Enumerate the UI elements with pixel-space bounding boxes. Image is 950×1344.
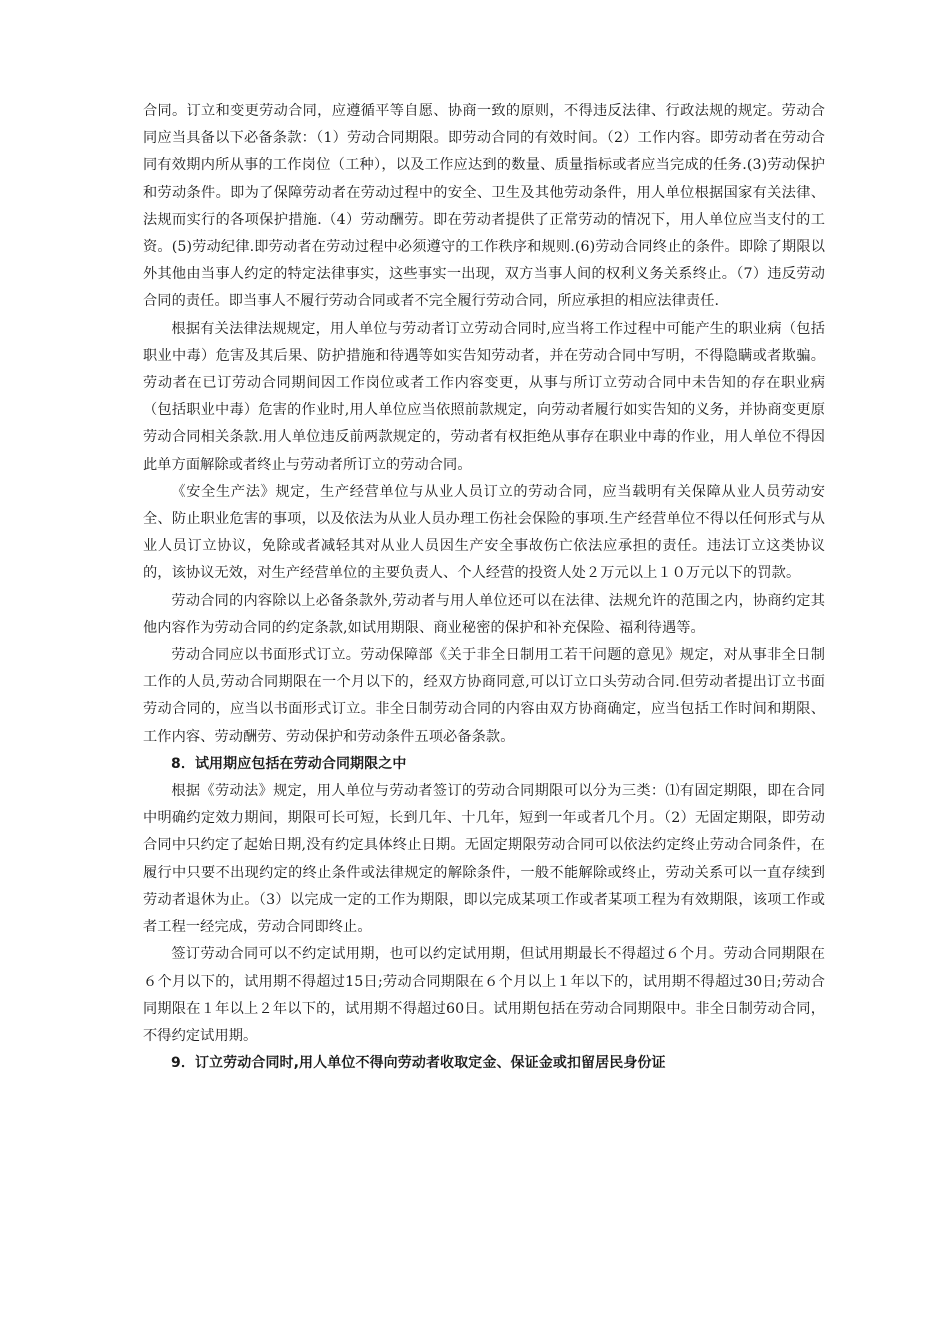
document-body bbox=[143, 98, 825, 1077]
paragraph-safety-law: 《安全生产法》规定，生产经营单位与从业人员订立的劳动合同，应当载明有关保障从业人员劳动安全、防止职业危害的事项，以及依法为从业人员办理工伤社会保险的事项.生产经营单位不得以任何形式与从业人员订立协议，免除或者减轻其对从业人员因生产安全事故伤亡依法应承担的责任。违法订立这类协议的，该协议无效，对生产经营单位的主要负责人、个人经营的投资人处２万元以上１０万元以下的罚款。 bbox=[143, 483, 825, 582]
paragraph-written-form: 劳动合同应以书面形式订立。劳动保障部《关于非全日制用工若干问题的意见》规定，对从事非全日制工作的人员,劳动合同期限在一个月以下的，经双方协商同意,可以订立口头劳动合同.但劳动者提出订立书面劳动合同的，应当以书面形式订立。非全日制劳动合同的内容由双方协商确定，应当包括工作时间和期限、工作内容、劳动酬劳、劳动保护和劳动条件五项必备条款。 bbox=[143, 647, 825, 745]
section-heading-9: 9．订立劳动合同时,用人单位不得向劳动者收取定金、保证金或扣留居民身份证 bbox=[171, 1055, 666, 1072]
paragraph-probation: 签订劳动合同可以不约定试用期，也可以约定试用期，但试用期最长不得超过６个月。劳动合同期限在６个月以下的，试用期不得超过15日;劳动合同期限在６个月以上１年以下的，试用期不得超过30日;劳动合同期限在１年以上２年以下的，试用期不得超过60日。试用期包括在劳动合同期限中。非全日制劳动合同，不得约定试用期。 bbox=[143, 946, 825, 1044]
section-heading-8: 8．试用期应包括在劳动合同期限之中 bbox=[171, 755, 407, 772]
paragraph-continuation: 合同。订立和变更劳动合同，应遵循平等自愿、协商一致的原则，不得违反法律、行政法规的规定。劳动合同应当具备以下必备条款：（1）劳动合同期限。即劳动合同的有效时间。（2）工作内容。即劳动者在劳动合同有效期内所从事的工作岗位（工种），以及工作应达到的数量、质量指标或者应当完成的任务.(3)劳动保护和劳动条件。即为了保障劳动者在劳动过程中的安全、卫生及其他劳动条件，用人单位根据国家有关法律、法规而实行的各项保护措施.（4）劳动酬劳。即在劳动者提供了正常劳动的情况下，用人单位应当支付的工资。(5)劳动纪律.即劳动者在劳动过程中必须遵守的工作秩序和规则.(6)劳动合同终止的条件。即除了期限以外其他由当事人约定的特定法律事实，这些事实一出现，双方当事人间的权利义务关系终止。（7）违反劳动合同的责任。即当事人不履行劳动合同或者不完全履行劳动合同，所应承担的相应法律责任. bbox=[143, 103, 825, 310]
paragraph-optional-terms: 劳动合同的内容除以上必备条款外,劳动者与用人单位还可以在法律、法规允许的范围之内，协商约定其他内容作为劳动合同的约定条款,如试用期限、商业秘密的保护和补充保险、福利待遇等。 bbox=[143, 592, 825, 636]
paragraph-occupational-disease: 根据有关法律法规规定，用人单位与劳动者订立劳动合同时,应当将工作过程中可能产生的职业病（包括职业中毒）危害及其后果、防护措施和待遇等如实告知劳动者，并在劳动合同中写明，不得隐瞒或者欺骗。劳动者在已订劳动合同期间因工作岗位或者工作内容变更，从事与所订立劳动合同中未告知的存在职业病（包括职业中毒）危害的作业时,用人单位应当依照前款规定，向劳动者履行如实告知的义务，并协商变更原劳动合同相关条款.用人单位违反前两款规定的，劳动者有权拒绝从事存在职业中毒的作业，用人单位不得因此单方面解除或者终止与劳动者所订立的劳动合同。 bbox=[143, 320, 825, 473]
paragraph-contract-terms: 根据《劳动法》规定，用人单位与劳动者签订的劳动合同期限可以分为三类：⑴有固定期限，即在合同中明确约定效力期间，期限可长可短，长到几年、十几年，短到一年或者几个月。（2）无固定期限，即劳动合同中只约定了起始日期,没有约定具体终止日期。无固定期限劳动合同可以依法约定终止劳动合同条件，在履行中只要不出现约定的终止条件或法律规定的解除条件，一般不能解除或终止，劳动关系可以一直存续到劳动者退休为止。（3）以完成一定的工作为期限，即以完成某项工作或者某项工程为有效期限，该项工作或者工程一经完成，劳动合同即终止。 bbox=[143, 783, 825, 936]
